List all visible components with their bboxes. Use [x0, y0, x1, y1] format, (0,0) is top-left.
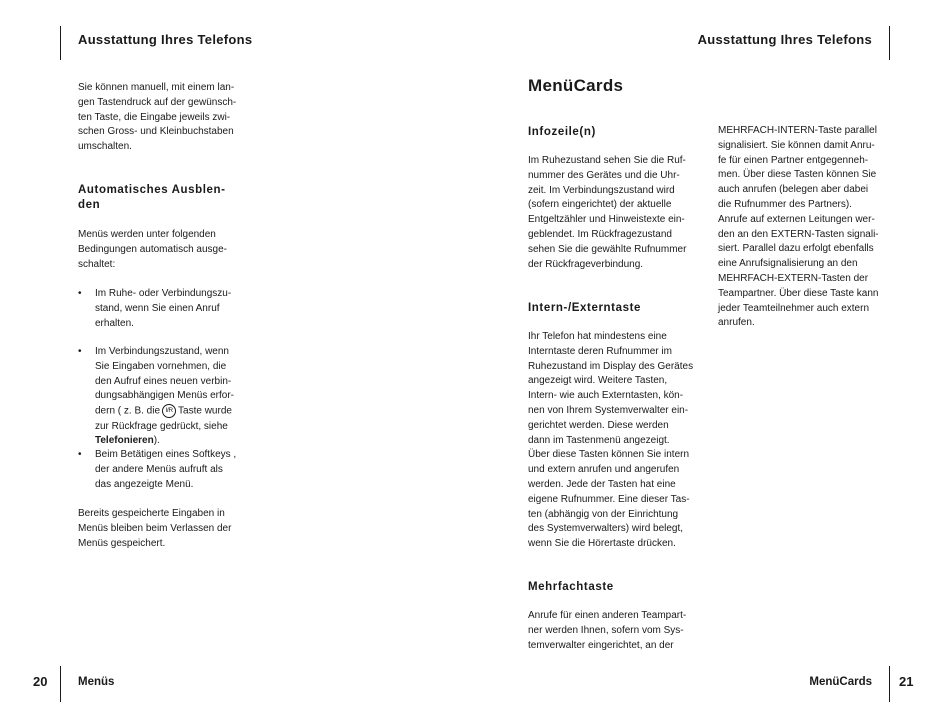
- text-line: jeder Teamteilnehmer auch extern: [718, 302, 870, 314]
- heading-infozeile: Infozeile(n): [528, 126, 596, 138]
- text-line: ten (abhängig von der Einrichtung: [528, 508, 679, 520]
- section-title: MenüCards: [528, 76, 624, 95]
- text-fragment: dern ( z. B. die: [95, 405, 161, 417]
- list-item: [78, 345, 288, 449]
- column2-paragraph: [718, 124, 888, 331]
- text-fragment: Taste wurde: [178, 405, 232, 417]
- text-line: eigene Rufnummer. Eine dieser Tas-: [528, 493, 690, 505]
- text-line: nen von Ihrem Systemverwalter ein-: [528, 404, 689, 416]
- mehrfach-paragraph: [528, 609, 698, 653]
- text-line: Anrufe auf externen Leitungen wer-: [718, 213, 875, 225]
- text-line: werden. Jede der Tasten hat eine: [528, 478, 676, 490]
- footer-rule-left: [60, 666, 61, 702]
- text-line: gerichtet werden. Diese werden: [528, 419, 669, 431]
- text-line: das angezeigte Menü.: [95, 478, 194, 490]
- text-line: signalisiert. Sie können damit Anru-: [718, 139, 875, 151]
- text-line: den Aufruf eines neuen verbin-: [95, 375, 232, 387]
- text-line: sehen Sie die gewählte Rufnummer: [528, 243, 687, 255]
- intro-paragraph: [78, 81, 278, 155]
- infozeile-paragraph: [528, 154, 693, 272]
- bullet-item-1: [78, 287, 278, 331]
- text-line: Teampartner. Über diese Taste kann: [718, 287, 879, 299]
- heading-intern-externtaste: Intern-/Externtaste: [528, 302, 642, 314]
- text-line: men. Über diese Tasten können Sie: [718, 169, 877, 181]
- text-line: dann im Tastenmenü angezeigt.: [528, 434, 670, 446]
- text-line: Menüs bleiben beim Verlassen der: [78, 522, 232, 534]
- running-head-right: Ausstattung Ihres Telefons: [697, 32, 872, 47]
- text-line: Ihr Telefon hat mindestens eine: [528, 331, 667, 342]
- text-line: der andere Menüs aufruft als: [95, 463, 223, 475]
- text-line: Über diese Tasten können Sie intern: [528, 449, 690, 461]
- right-page: [475, 0, 950, 709]
- text-line: Beim Betätigen eines Softkeys ,: [95, 449, 237, 460]
- text-line: siert. Parallel dazu erfolgt ebenfalls: [718, 243, 874, 255]
- heading-line: den: [78, 199, 101, 211]
- text-line: Menüs werden unter folgenden: [78, 229, 216, 240]
- text-line: zur Rückfrage gedrückt, siehe: [95, 420, 228, 432]
- closing-paragraph: [78, 507, 288, 551]
- bullet-marker: •: [78, 449, 82, 460]
- ir-key-icon: I/R: [162, 404, 176, 418]
- bullet-marker: •: [78, 288, 82, 299]
- text-line: Intern- wie auch Externtasten, kön-: [528, 390, 684, 402]
- text-line: (sofern eingerichtet) der aktuelle: [528, 199, 672, 211]
- footer-label-left: Menüs: [78, 676, 115, 688]
- heading-automatisches-ausblenden: [78, 183, 278, 213]
- text-line: Bedingungen automatisch ausge-: [78, 243, 227, 255]
- text-line: stand, wenn Sie einen Anruf: [95, 302, 220, 314]
- text-line: schaltet:: [78, 258, 116, 270]
- text-line: ten Taste, die Eingabe jeweils zwi-: [78, 111, 231, 123]
- page-number-right: 21: [899, 674, 914, 689]
- text-line: Interntaste deren Rufnummer im: [528, 345, 672, 357]
- text-line: gen Tastendruck auf der gewünsch-: [78, 96, 237, 108]
- text-line: der Rückfrageverbindung.: [528, 258, 644, 270]
- text-line: MEHRFACH-EXTERN-Tasten der: [718, 272, 869, 284]
- text-line: Sie können manuell, mit einem lan-: [78, 82, 235, 93]
- list-item: [78, 448, 278, 492]
- bullet-marker: •: [78, 346, 82, 357]
- text-line: den an den EXTERN-Tasten signali-: [718, 228, 879, 240]
- text-line: nummer des Gerätes und die Uhr-: [528, 169, 680, 181]
- text-line: ner werden Ihnen, sofern vom Sys-: [528, 624, 684, 636]
- text-fragment: ).: [153, 435, 160, 447]
- auto-intro-paragraph: [78, 228, 278, 272]
- text-line: Bereits gespeicherte Eingaben in: [78, 508, 225, 519]
- text-line: MEHRFACH-INTERN-Taste parallel: [718, 125, 877, 136]
- heading-line: Automatisches Ausblen-: [78, 184, 226, 196]
- text-line: anrufen.: [718, 317, 755, 329]
- text-line: temverwalter eingerichtet, an der: [528, 639, 674, 651]
- intern-paragraph: [528, 330, 698, 552]
- text-line: angezeigt wird. Weitere Tasten,: [528, 375, 668, 387]
- text-line: fe für einen Partner entgegenneh-: [718, 154, 869, 166]
- text-line: Im Ruhe- oder Verbindungszu-: [95, 288, 232, 299]
- header-rule-right: [889, 26, 890, 60]
- text-line: schen Gross- und Kleinbuchstaben: [78, 126, 234, 138]
- heading-mehrfachtaste: Mehrfachtaste: [528, 581, 614, 593]
- text-line: auch anrufen (belegen aber dabei: [718, 184, 869, 196]
- text-line: zeit. Im Verbindungszustand wird: [528, 184, 675, 196]
- text-line: Ruhezustand im Display des Gerätes: [528, 360, 694, 372]
- cross-reference: Telefonieren: [95, 435, 154, 447]
- text-line: Menüs gespeichert.: [78, 537, 166, 549]
- text-line: [95, 434, 288, 449]
- text-line: die Rufnummer des Partners).: [718, 198, 852, 210]
- text-line: dungsabhängigen Menüs erfor-: [95, 390, 234, 402]
- bullet-item-2: [78, 345, 288, 449]
- text-line: geblendet. Im Rückfragezustand: [528, 228, 672, 240]
- page-number-left: 20: [33, 674, 48, 689]
- text-line: Im Ruhezustand sehen Sie die Ruf-: [528, 155, 686, 166]
- text-line: [95, 404, 288, 419]
- text-line: Entgeltzähler und Hinweistexte ein-: [528, 214, 685, 226]
- text-line: des Systemverwalters) wird belegt,: [528, 523, 684, 535]
- text-line: eine Anrufsignalisierung an den: [718, 258, 858, 270]
- text-line: umschalten.: [78, 141, 132, 153]
- text-line: und extern anrufen und angerufen: [528, 464, 680, 476]
- footer-rule-right: [889, 666, 890, 702]
- text-line: Sie Eingaben vornehmen, die: [95, 360, 227, 372]
- text-line: erhalten.: [95, 317, 134, 329]
- text-line: Im Verbindungszustand, wenn: [95, 346, 229, 357]
- text-line: Anrufe für einen anderen Teampart-: [528, 610, 687, 621]
- footer-label-right: MenüCards: [809, 676, 872, 688]
- header-rule-left: [60, 26, 61, 60]
- text-line: wenn Sie die Hörertaste drücken.: [528, 538, 676, 550]
- list-item: [78, 287, 278, 331]
- bullet-item-3: [78, 448, 278, 492]
- running-head-left: Ausstattung Ihres Telefons: [78, 32, 253, 47]
